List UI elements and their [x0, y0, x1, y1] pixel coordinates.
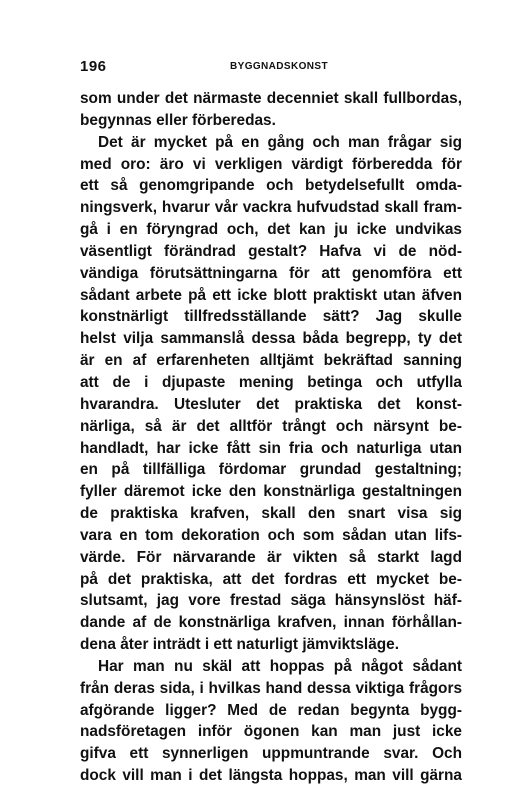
text-line: som under det närmaste decenniet skall fullbordas,	[80, 90, 462, 107]
text-line: dock vill man i det längsta hoppas, man vill gärna	[80, 767, 462, 785]
text-line: är en af erfarenheten alltjämt bekräftad sanning	[80, 352, 462, 370]
page-header	[80, 58, 460, 82]
text-line: ningsverk, hvarur vår vackra hufvudstad skall fram-	[80, 199, 462, 217]
text-line: Det är mycket på en gång och man frågar sig	[98, 133, 462, 151]
text-line: väsentligt förändrad gestalt? Hafva vi de nöd-	[80, 242, 462, 260]
page-number: 196	[80, 58, 107, 75]
text-line: från deras sida, i hvilkas hand dessa viktiga frågors	[80, 679, 462, 697]
text-line: vara en tom dekoration och som sådan utan lifs-	[80, 526, 462, 544]
running-head: BYGGNADSKONST	[230, 61, 328, 72]
text-line: Har man nu skäl att hoppas på något sådant	[98, 657, 462, 675]
text-line: hvarandra. Utesluter det praktiska det konst-	[80, 395, 462, 413]
text-line: nadsföretagen inför ögonen kan man just icke	[80, 723, 462, 741]
text-line: på det praktiska, att det fordras ett mycket be-	[80, 570, 462, 588]
text-line: begynnas eller förberedas.	[80, 111, 276, 129]
text-line: värde. För närvarande är vikten så starkt lagd	[80, 548, 462, 566]
text-line: vändiga förutsättningarna för att genomföra ett	[80, 264, 462, 282]
text-line: konstnärligt tillfredsställande sätt? Jag skulle	[80, 308, 462, 326]
text-line: slutsamt, jag vore frestad säga hänsynslöst häf-	[80, 592, 462, 610]
text-line: närliga, så är det alltför trångt och närsynt be-	[80, 417, 462, 435]
text-line: handladt, har icke fått sin fria och naturliga utan	[80, 439, 462, 457]
text-line: med oro: äro vi verkligen värdigt förberedda för	[80, 155, 462, 173]
body-text	[80, 88, 462, 787]
text-line: att de i djupaste mening betinga och utfylla	[80, 373, 462, 391]
text-line: helst vilja sammanslå dessa båda begrepp, ty det	[80, 330, 462, 348]
text-line: gå i en föryngrad och, det kan ju icke undvikas	[80, 221, 462, 239]
text-line: afgörande ligger? Med de redan begynta bygg-	[80, 701, 462, 719]
text-line: ett så genomgripande och betydelsefullt omda-	[80, 177, 462, 195]
text-line: dande af de konstnärliga krafven, innan förhållan-	[80, 614, 462, 632]
text-line: dena åter inträdt i ett naturligt jämviktsläge.	[80, 636, 400, 654]
text-line: de praktiska krafven, skall den snart visa sig	[80, 505, 462, 523]
text-line: sådant arbete på ett icke blott praktiskt utan äfven	[80, 286, 462, 304]
text-line: fyller däremot icke den konstnärliga gestaltningen	[80, 483, 462, 501]
text-line: gifva ett synnerligen uppmuntrande svar. Och	[80, 745, 462, 763]
text-line: en på tillfälliga fördomar grundad gestaltning;	[80, 461, 462, 479]
